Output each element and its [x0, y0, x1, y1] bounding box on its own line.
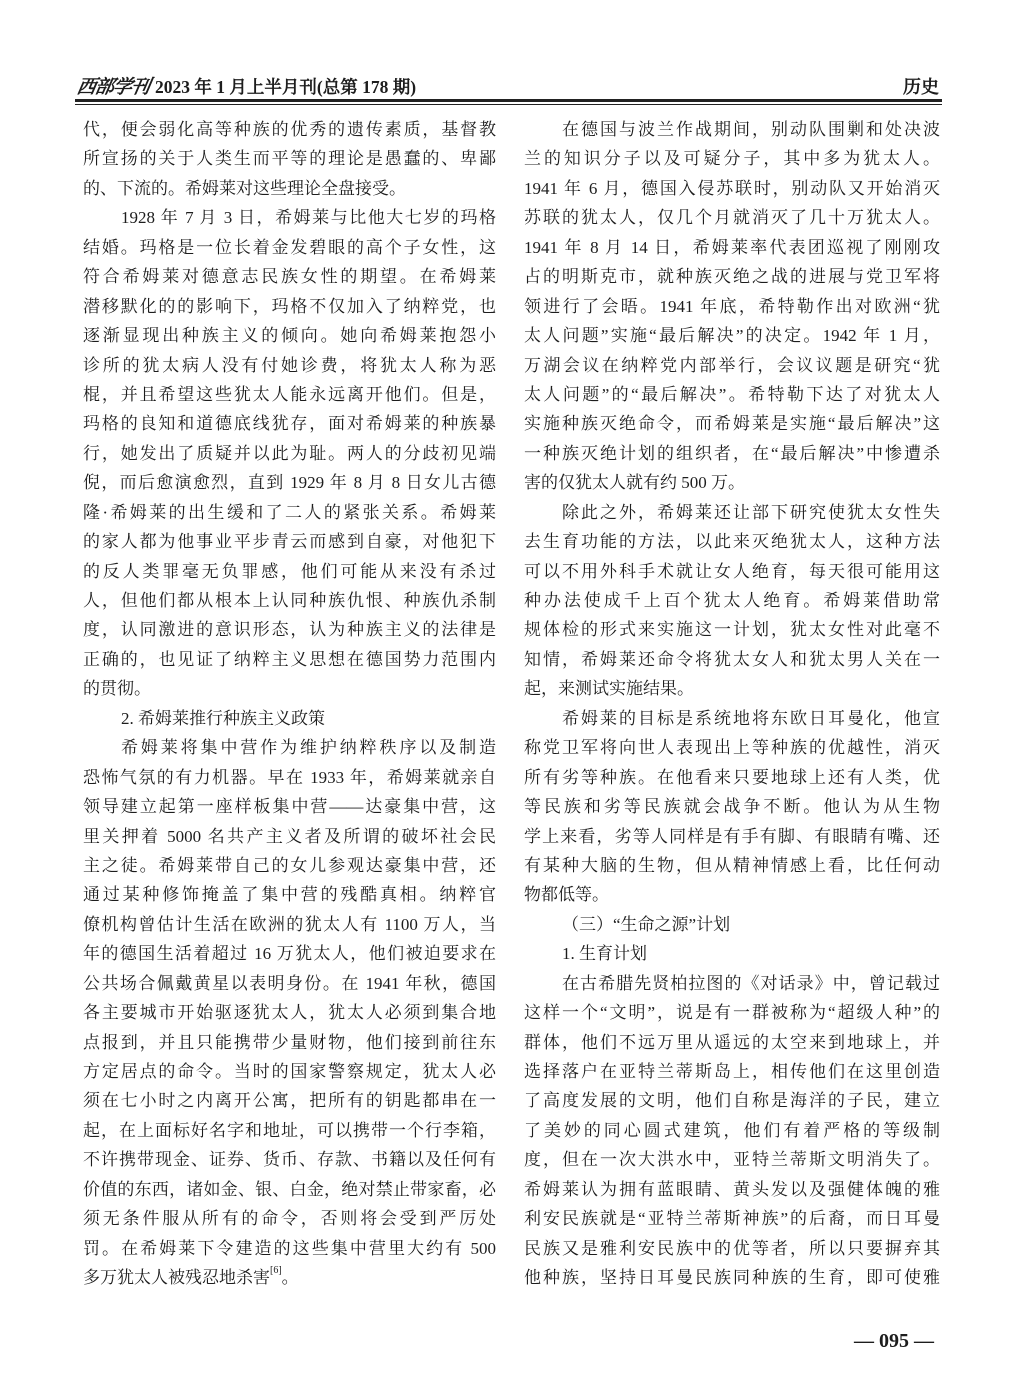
text-line: 代，便会弱化高等种族的优秀的遗传素质，基督教	[83, 120, 496, 139]
text-line: 1941 年 8 月 14 日，希姆莱率代表团巡视了刚刚攻	[524, 237, 940, 257]
text-line: 罚。在希姆莱下令建造的这些集中营里大约有 500	[83, 1238, 496, 1258]
right-column	[524, 115, 940, 1293]
text-line: 太人问题”的“最后解决”。希特勒下达了对犹太人	[524, 384, 940, 404]
paragraph	[83, 115, 496, 203]
text-line: 隆·希姆莱的出生缓和了二人的紧张关系。希姆莱	[83, 502, 496, 522]
text-line: 逐渐显现出种族主义的倾向。她向希姆莱抱怨小	[83, 326, 496, 346]
text-line: 称党卫军将向世人表现出上等种族的优越性，消灭	[524, 738, 940, 758]
text-line: 1941 年 6 月，德国入侵苏联时，别动队又开始消灭	[524, 178, 940, 198]
text-line: 价值的东西，诸如金、银、白金，绝对禁止带家畜，必	[83, 1179, 496, 1199]
issue-info: 2023 年 1 月上半月刊(总第 178 期)	[155, 77, 417, 97]
text-line: 起，在上面标好名字和地址，可以携带一个行李箱，	[83, 1120, 496, 1140]
text-line: 苏联的犹太人，仅几个月就消灭了几十万犹太人。	[524, 208, 940, 228]
paragraph	[524, 704, 940, 910]
text-line: 万湖会议在纳粹党内部举行，会议议题是研究“犹	[524, 355, 940, 375]
text-line: 玛格的良知和道德底线犹存，面对希姆莱的种族暴	[83, 414, 496, 434]
text-line: 可以不用外科手术就让女人绝育，每天很可能用这	[524, 561, 940, 581]
header-rule	[75, 99, 942, 102]
text-line: 度，认同激进的意识形态，认为种族主义的法律是	[83, 620, 496, 640]
text-line: 太人问题”实施“最后解决”的决定。1942 年 1 月，	[524, 326, 940, 346]
text-line: 诊所的犹太病人没有付她诊费，将犹太人称为恶	[83, 355, 496, 375]
text-line: 须无条件服从所有的命令，否则将会受到严厉处	[83, 1209, 496, 1229]
text-line: 占的明斯克市，就种族灭绝之战的进展与党卫军将	[524, 267, 940, 287]
text-line: 起，来测试实施结果。	[524, 679, 694, 699]
text-line: 点报到，并且只能携带少量财物，他们接到前往东	[83, 1032, 496, 1052]
text-line: 潜移默化的的影响下，玛格不仅加入了纳粹党，也	[83, 296, 496, 316]
journal-logo: 西部学刊	[75, 76, 152, 98]
text-line: 正确的，也见证了纳粹主义思想在德国势力范围内	[83, 649, 496, 669]
text-line: 主之徒。希姆莱带自己的女儿参观达豪集中营，还	[83, 855, 496, 875]
citation-ref: [6]	[270, 1265, 282, 1277]
text-line: 学上来看，劣等人同样是有手有脚、有眼睛有嘴、还	[524, 826, 940, 846]
text-line: 在古希腊先贤柏拉图的《对话录》中，曾记载过	[562, 973, 940, 993]
text-line: 的、下流的。希姆莱对这些理论全盘接受。	[83, 178, 406, 198]
text-line: 1928 年 7 月 3 日，希姆莱与比他大七岁的玛格	[121, 208, 496, 228]
text-line: 希姆莱将集中营作为维护纳粹秩序以及制造	[121, 738, 496, 758]
text-line: 去生育功能的方法，以此来灭绝犹太人，这种方法	[524, 532, 940, 552]
text-line	[83, 1263, 496, 1292]
text-line: 一种族灭绝计划的组织者，在“最后解决”中惨遭杀	[524, 443, 940, 463]
paragraph	[524, 969, 940, 1293]
text-line: 度，但在一次大洪水中，亚特兰蒂斯文明消失了。	[524, 1150, 940, 1170]
text-line: 年的德国生活着超过 16 万犹太人，他们被迫要求在	[83, 944, 496, 964]
subsection-heading: 2. 希姆莱推行种族主义政策	[121, 708, 325, 728]
text-line: 希姆莱的目标是系统地将东欧日耳曼化，他宣	[562, 708, 940, 728]
text-line: 选择落户在亚特兰蒂斯岛上，相传他们在这里创造	[524, 1062, 940, 1081]
text-line: 恐怖气氛的有力机器。早在 1933 年，希姆莱就亲自	[83, 767, 496, 787]
text-line: 不许携带现金、证券、货币、存款、书籍以及任何有	[83, 1150, 496, 1170]
text-line: 除此之外，希姆莱还让部下研究使犹太女性失	[562, 502, 940, 522]
subsection-heading: 1. 生育计划	[562, 944, 647, 964]
text-line: 领导建立起第一座样板集中营——达豪集中营，这	[83, 797, 496, 817]
text-line: 了高度发展的文明，他们自称是海洋的子民，建立	[524, 1091, 940, 1111]
text-line: 他种族，坚持日耳曼民族同种族的生育，即可使雅	[524, 1268, 940, 1288]
text-line: 所宣扬的关于人类生而平等的理论是愚蠢的、卑鄙	[83, 149, 496, 169]
text-line: 群体，他们不远万里从遥远的太空来到地球上，并	[524, 1032, 940, 1052]
running-head	[75, 72, 941, 98]
section-heading: （三）“生命之源”计划	[562, 914, 731, 934]
text-line: 须在七小时之内离开公寓，把所有的钥匙都串在一	[83, 1091, 496, 1111]
text-line: 所有劣等种族。在他看来只要地球上还有人类，优	[524, 767, 940, 787]
section-name: 历史	[903, 77, 939, 97]
page-number: — 095 —	[854, 1330, 934, 1352]
text-line: 通过某种修饰掩盖了集中营的残酷真相。纳粹官	[83, 885, 496, 905]
text-line: 物都低等。	[524, 885, 609, 905]
paragraph	[524, 498, 940, 704]
text-line: 僚机构曾估计生活在欧洲的犹太人有 1100 万人，当	[83, 914, 496, 934]
text-line: 领进行了会晤。1941 年底，希特勒作出对欧洲“犹	[524, 296, 940, 316]
text-line: 棍，并且希望这些犹太人能永远离开他们。但是，	[83, 384, 496, 404]
text-line: 的反人类罪毫无负罪感，他们可能从来没有杀过	[83, 561, 496, 581]
text-line: 的贯彻。	[83, 679, 151, 699]
text-run: 。	[281, 1268, 299, 1288]
text-line: 种办法使成千上百个犹太人绝育。希姆莱借助常	[524, 591, 940, 610]
text-line: 害的仅犹太人就有约 500 万。	[524, 473, 745, 493]
text-line: 的家人都为他事业平步青云而感到自豪，对他犯下	[83, 532, 496, 552]
paragraph	[83, 733, 496, 1292]
text-line: 规体检的形式来实施这一计划，犹太女性对此毫不	[524, 620, 940, 640]
left-column	[83, 115, 496, 1293]
paragraph	[83, 203, 496, 703]
text-line: 在德国与波兰作战期间，别动队围剿和处决波	[562, 120, 940, 139]
text-line: 利安民族就是“亚特兰蒂斯神族”的后裔，而日耳曼	[524, 1209, 940, 1229]
text-line: 公共场合佩戴黄星以表明身份。在 1941 年秋，德国	[83, 973, 496, 993]
text-line: 人，但他们都从根本上认同种族仇恨、种族仇杀制	[83, 591, 496, 610]
paragraph	[524, 115, 940, 498]
text-line: 有某种大脑的生物，但从精神情感上看，比任何动	[524, 855, 940, 875]
text-line: 这样一个“文明”，说是有一群被称为“超级人种”的	[524, 1003, 940, 1023]
text-line: 实施种族灭绝命令，而希姆莱是实施“最后解决”这	[524, 414, 940, 434]
text-line: 符合希姆莱对德意志民族女性的期望。在希姆莱	[83, 267, 496, 287]
text-line: 结婚。玛格是一位长着金发碧眼的高个子女性，这	[83, 237, 496, 257]
text-line: 里关押着 5000 名共产主义者及所谓的破坏社会民	[83, 826, 496, 846]
text-line: 希姆莱认为拥有蓝眼睛、黄头发以及强健体魄的雅	[524, 1179, 940, 1199]
text-line: 了美妙的同心圆式建筑，他们有着严格的等级制	[524, 1120, 940, 1140]
text-line: 倪，而后愈演愈烈，直到 1929 年 8 月 8 日女儿古德	[83, 473, 496, 493]
text-line: 方定居点的命令。当时的国家警察规定，犹太人必	[83, 1062, 496, 1081]
text-line: 知情，希姆莱还命令将犹太女人和犹太男人关在一	[524, 649, 940, 669]
text-line: 等民族和劣等民族就会战争不断。他认为从生物	[524, 797, 940, 817]
text-line: 兰的知识分子以及可疑分子，其中多为犹太人。	[524, 149, 940, 169]
text-run: 多万犹太人被残忍地杀害	[83, 1268, 270, 1288]
text-line: 民族又是雅利安民族中的优等者，所以只要摒弃其	[524, 1238, 940, 1258]
text-line: 行，她发出了质疑并以此为耻。两人的分歧初见端	[83, 443, 496, 463]
header-rule-thin	[75, 104, 942, 105]
text-line: 各主要城市开始驱逐犹太人，犹太人必须到集合地	[83, 1003, 496, 1023]
